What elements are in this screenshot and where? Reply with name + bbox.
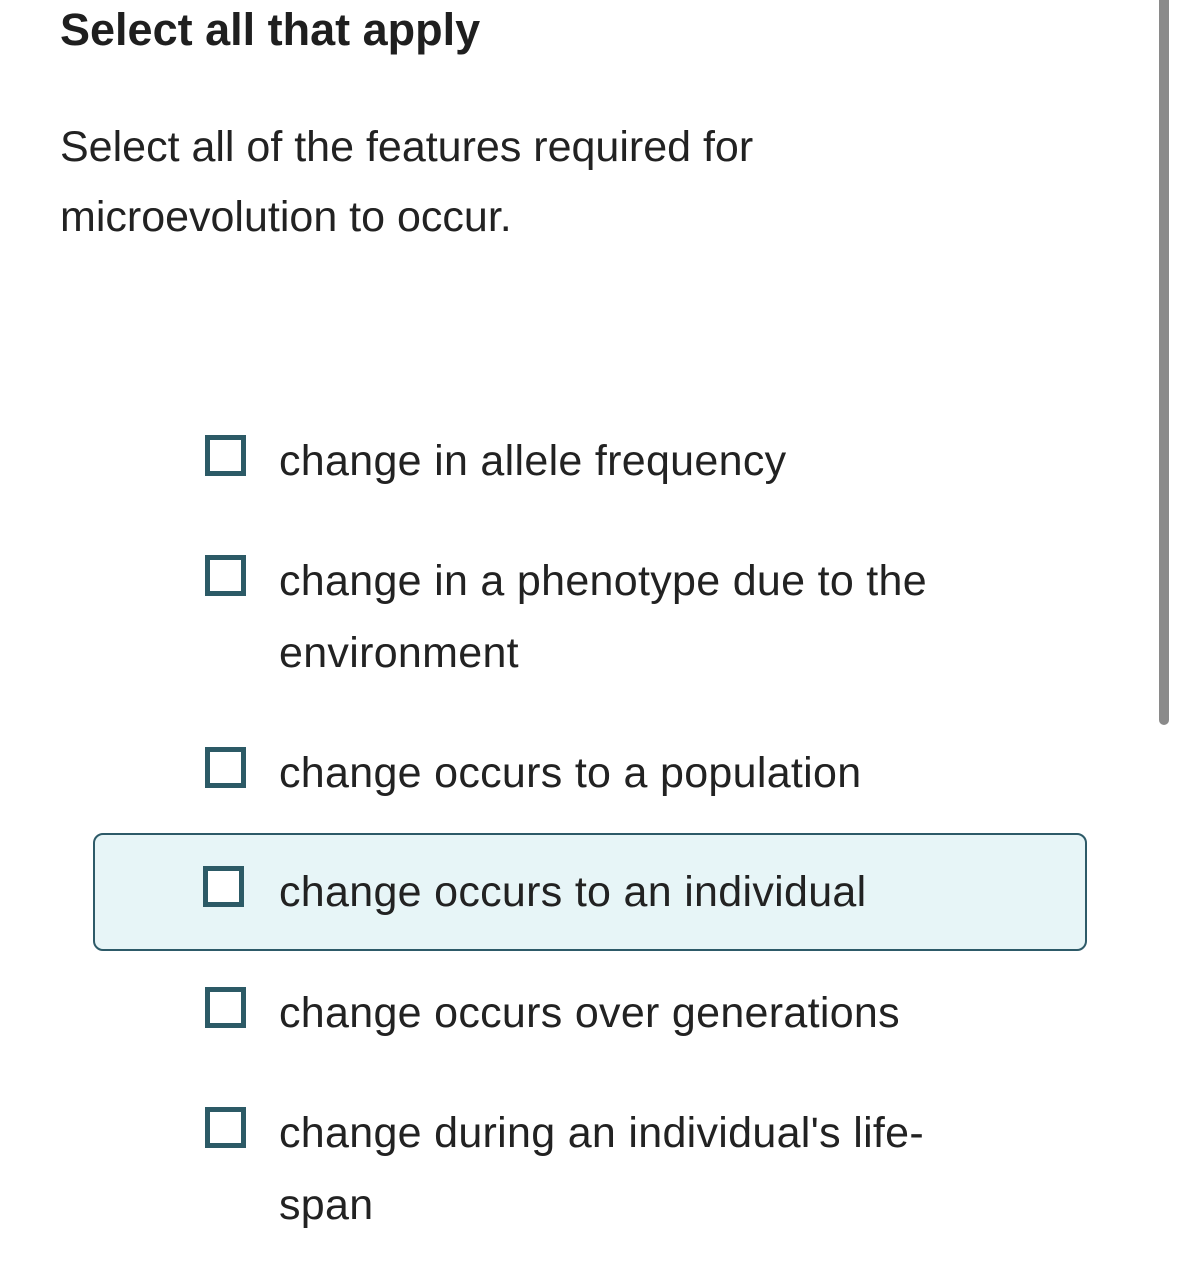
option-life-span[interactable]	[93, 1093, 1087, 1243]
checkbox-phenotype-environment[interactable]	[205, 555, 246, 596]
option-label: change occurs to a population	[279, 749, 862, 797]
option-label: change in allele frequency	[279, 437, 787, 485]
question-prompt: Select all of the features required for microevolution to occur.	[60, 123, 754, 241]
option-individual[interactable]	[93, 833, 1087, 951]
option-label: change occurs to an individual	[279, 868, 867, 916]
option-label: change in a phenotype due to the environment	[279, 557, 927, 677]
option-label: change during an individual's life-span	[279, 1109, 925, 1229]
option-label: change occurs over generations	[279, 989, 900, 1037]
checkbox-life-span[interactable]	[205, 1107, 246, 1148]
option-allele-frequency[interactable]	[93, 421, 1087, 501]
option-phenotype-environment[interactable]	[93, 541, 1087, 691]
option-population[interactable]	[93, 733, 1087, 813]
checkbox-individual[interactable]	[203, 866, 244, 907]
option-over-generations[interactable]	[93, 973, 1087, 1053]
checkbox-over-generations[interactable]	[205, 987, 246, 1028]
checkbox-allele-frequency[interactable]	[205, 435, 246, 476]
question-heading: Select all that apply	[60, 4, 481, 55]
scrollbar-thumb[interactable]	[1159, 0, 1169, 725]
checkbox-population[interactable]	[205, 747, 246, 788]
